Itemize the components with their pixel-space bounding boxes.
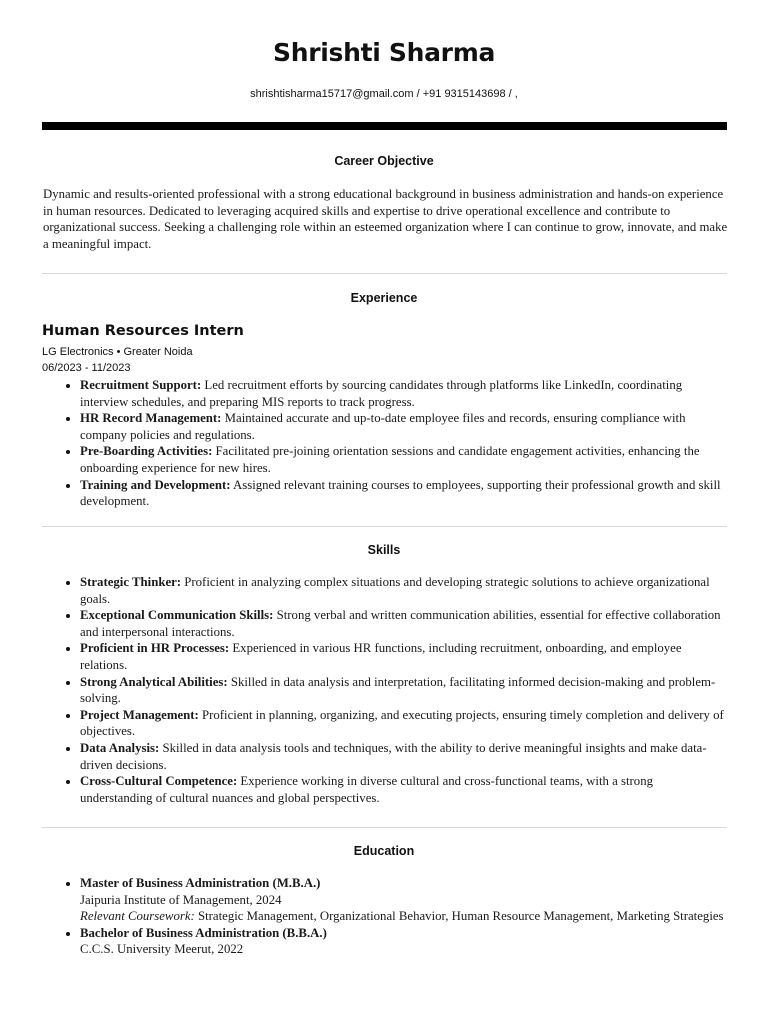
job-title: Human Resources Intern bbox=[42, 323, 244, 339]
list-item bbox=[0, 707, 725, 740]
education-entry bbox=[0, 875, 725, 925]
bullet-label: Pre-Boarding Activities: bbox=[80, 444, 213, 459]
skill-text: Proficient in planning, organizing, and executing projects, ensuring timely completion and delivery of objectives. bbox=[80, 707, 724, 739]
list-item bbox=[0, 674, 725, 707]
bullet-label: Recruitment Support: bbox=[80, 378, 202, 392]
list-item bbox=[0, 640, 725, 673]
skill-label: Strategic Thinker: bbox=[80, 575, 182, 589]
institution: Jaipuria Institute of Management, 2024 bbox=[80, 892, 282, 907]
skill-text: Skilled in data analysis tools and techniques, with the ability to derive meaningful insights and make data-driven decisions. bbox=[80, 740, 707, 772]
section-divider bbox=[42, 526, 727, 527]
header-divider-bar bbox=[42, 122, 727, 130]
contact-line: shrishtisharma15717@gmail.com / +91 9315143698 / , bbox=[250, 88, 518, 100]
list-item bbox=[0, 410, 725, 443]
skill-text: Experience working in diverse cultural and cross-functional teams, with a strong understanding of cultural nuances and global perspectives. bbox=[80, 774, 653, 805]
bullet-text: Assigned relevant training courses to employees, supporting their professional growth and skill development. bbox=[80, 477, 721, 509]
candidate-name: Shrishti Sharma bbox=[272, 38, 496, 67]
section-title-career-objective: Career Objective bbox=[334, 154, 434, 168]
bullet-text: Maintained accurate and up-to-date employee files and records, ensuring compliance with company policies and regulations. bbox=[80, 411, 686, 442]
skill-label: Cross-Cultural Competence: bbox=[80, 774, 238, 789]
skill-label: Data Analysis: bbox=[80, 740, 160, 755]
section-title-experience: Experience bbox=[350, 291, 418, 305]
bullet-text: Facilitated pre-joining orientation sessions and candidate engagement activities, enhancing the onboarding experience for new hires. bbox=[80, 444, 700, 475]
list-item bbox=[0, 443, 725, 476]
coursework-label: Relevant Coursework: bbox=[80, 909, 195, 924]
skill-text: Experienced in various HR functions, including recruitment, onboarding, and employee relations. bbox=[80, 641, 682, 672]
bullet-label: Training and Development: bbox=[80, 477, 231, 492]
institution: C.C.S. University Meerut, 2022 bbox=[80, 942, 244, 957]
skill-label: Project Management: bbox=[80, 707, 199, 722]
skills-bullet-list bbox=[0, 574, 725, 806]
list-item bbox=[0, 574, 725, 607]
job-company-location: LG Electronics • Greater Noida bbox=[42, 346, 193, 358]
experience-bullet-list bbox=[0, 377, 725, 510]
section-divider bbox=[42, 273, 727, 274]
list-item bbox=[0, 477, 725, 510]
career-objective-text: Dynamic and results-oriented professional with a strong educational background in business administration and hands-on experience in human resources. Dedicated to leveraging acquired skills and expertise to drive operational excellence and contribute to organizational success. Seeking a challenging role within an esteemed organization where I can continue to grow, innovate, and make a meaningful impact. bbox=[43, 187, 728, 251]
education-entry bbox=[0, 925, 725, 958]
skill-text: Strong verbal and written communication abilities, essential for effective collaboration and interpersonal interactions. bbox=[80, 608, 721, 639]
job-dates: 06/2023 - 11/2023 bbox=[42, 362, 131, 374]
list-item bbox=[0, 773, 725, 806]
degree-title: Bachelor of Business Administration (B.B.A.) bbox=[80, 925, 327, 940]
list-item bbox=[0, 740, 725, 773]
degree-title: Master of Business Administration (M.B.A.) bbox=[80, 876, 321, 890]
skill-label: Strong Analytical Abilities: bbox=[80, 674, 228, 689]
education-list bbox=[0, 875, 725, 958]
section-title-skills: Skills bbox=[367, 543, 401, 557]
section-divider bbox=[42, 827, 727, 828]
bullet-label: HR Record Management: bbox=[80, 411, 222, 426]
skill-text: Proficient in analyzing complex situations and developing strategic solutions to achieve organizational goals. bbox=[80, 575, 710, 606]
list-item bbox=[0, 377, 725, 410]
list-item bbox=[0, 607, 725, 640]
coursework-text: Strategic Management, Organizational Behavior, Human Resource Management, Marketing Strategies bbox=[194, 909, 724, 924]
skill-label: Exceptional Communication Skills: bbox=[80, 608, 274, 623]
skill-text: Skilled in data analysis and interpretation, facilitating informed decision-making and problem-solving. bbox=[80, 674, 716, 706]
section-title-education: Education bbox=[353, 844, 415, 858]
bullet-text: Led recruitment efforts by sourcing candidates through platforms like LinkedIn, coordinating interview schedules, and preparing MIS reports to track progress. bbox=[80, 378, 683, 409]
skill-label: Proficient in HR Processes: bbox=[80, 641, 230, 656]
